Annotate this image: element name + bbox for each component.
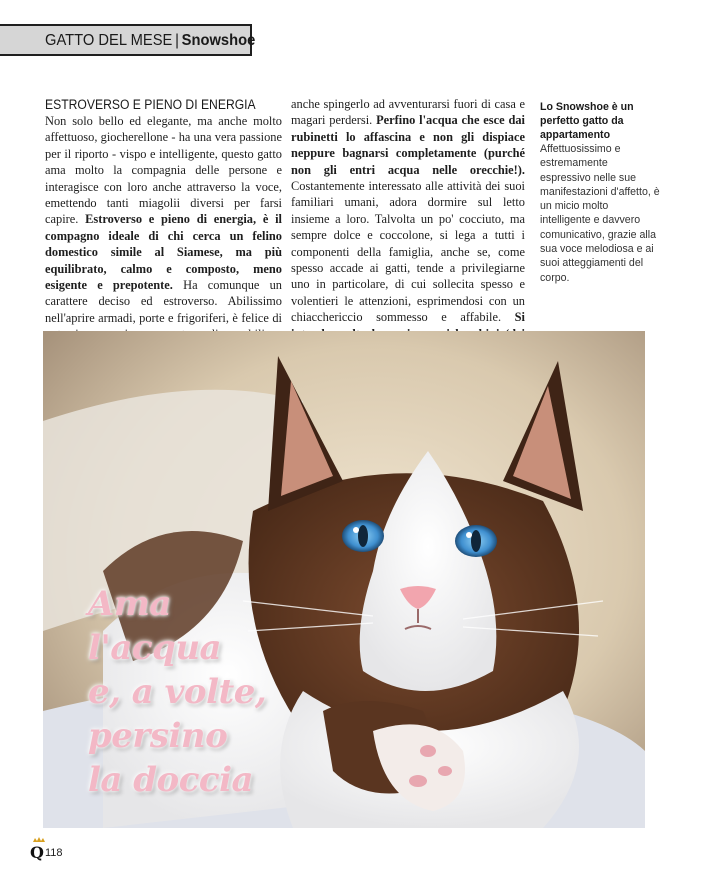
text-run: Costantemente interessato alle attività dei suoi familiari umani, adora dormire sul letto insieme a loro. Talvolta un po' cocciuto, ma sempre dolce e coccolone, si lega a tutti i componenti della famiglia, anche se, come spesso accade ai gatti, tende a privilegiarne uno in particolare, di cui sollecita spesso e volentieri le attenzioni, esprimendosi con un chiacchericcio sommesso e affabile. [291, 179, 525, 325]
quote-line: Ama [88, 584, 171, 624]
quote-line: l'acqua [88, 628, 222, 668]
article-subtitle: ESTROVERSO E PIENO DI ENERGIA [45, 97, 256, 112]
sidebar-title: Lo Snowshoe è un perfetto gatto da appartamento [540, 101, 634, 141]
text-run: anche spingerlo ad avventurarsi fuori di casa e magari perdersi. [291, 97, 525, 128]
highlight-run: Estroverso e pieno di energia, è il compagno ideale di chi cerca un felino domestico simile al Siamese, ma più equilibrato, calmo e composto, meno esigente e prepotente. [45, 212, 282, 293]
highlight-run: Perfino l'acqua che esce dai rubinetti lo affascina e non gli dispiace neppure bagnarsi completamente (purché non gli entri acqua nelle orecchie!). [291, 113, 525, 177]
magazine-logo: Q [30, 843, 44, 862]
page-footer [30, 843, 62, 861]
quote-line: la doccia [88, 760, 254, 800]
page-number: 118 [44, 846, 63, 859]
highlight-run: Si [514, 310, 525, 325]
text-run: Ha comunque un carattere deciso ed estroverso. Abilissimo nell'aprire armadi, porte e frigoriferi, è felice di [45, 278, 282, 325]
text-run: Non solo bello ed elegante, ma anche molto affettuoso, giocherellone - ha una vera passione per il riporto - vispo e intelligente, questo gatto ama molto la compagnia delle persone e interagisce con loro anche attraverso la voce, emettendo tanti miagolii diversi per farsi capire. [45, 114, 282, 227]
quote-line: e, a volte, [88, 672, 267, 712]
header-separator: | [175, 32, 179, 49]
breed-name: Snowshoe [181, 32, 256, 49]
section-label: GATTO DEL MESE [45, 32, 173, 49]
section-header [45, 29, 255, 53]
sidebar-text: Affettuosissimo e estremamente espressivo nelle sue manifestazioni d'affetto, è un micio molto intelligente e davvero comunicativo, grazie alla sua voce melodiosa e ai suoi atteggiamenti del corpo. [540, 143, 660, 284]
crown-icon [32, 837, 46, 843]
photo-quote [88, 582, 318, 802]
sidebar-box [540, 100, 660, 285]
quote-line: persino [88, 716, 228, 756]
